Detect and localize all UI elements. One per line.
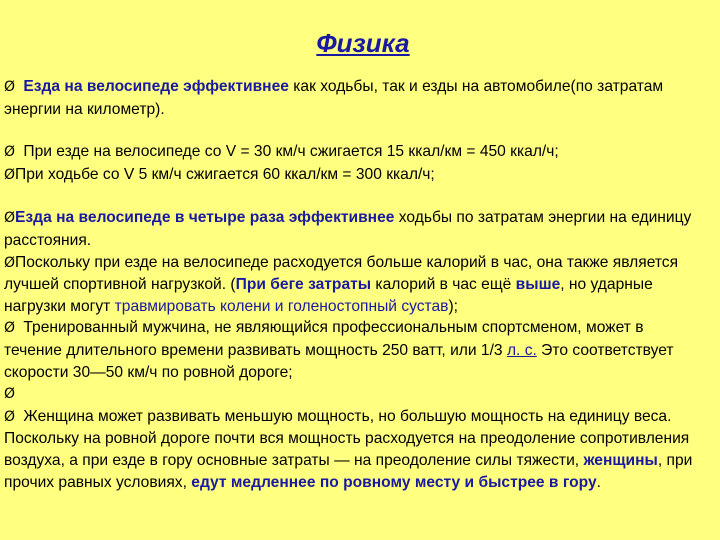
blue-text: травмировать колени и голеностопный сустав [114,297,449,315]
body-text: как ходьбы, так и езды на автомобиле(по затратам энергии на километр). [4,78,664,118]
arrow-bullet-icon: Ø [4,144,16,161]
arrow-bullet-icon: Ø [4,408,16,425]
paragraph-2 [4,141,704,164]
highlight-text: женщины [583,451,658,469]
highlight-text: При беге затраты [235,276,372,294]
body-text: При езде на велосипеде со V = 30 км/ч сжигается 15 ккал/км = 450 ккал/ч; [23,143,559,161]
highlight-text: едут медленнее по ровному месту и быстрее в гору [191,473,597,491]
paragraph-4 [4,207,704,251]
body-text: , при прочих равных условиях, [4,451,693,491]
paragraph-7-empty [4,383,704,406]
arrow-bullet-icon: Ø [4,386,16,403]
body-text: . [596,473,601,491]
body-text: , но ударные нагрузки могут [4,276,653,315]
arrow-bullet-icon: Ø [4,254,16,271]
highlight-text: выше [515,276,561,294]
paragraph-5 [4,252,704,318]
body-text: ходьбы по затратам энергии на единицу расстояния. [4,209,692,249]
hp-unit-link[interactable]: л. с. [506,341,537,359]
body-text: Это соответствует скорости 30—50 км/ч по ровной дороге; [4,341,674,381]
highlight-text: Езда на велосипеде эффективнее [23,78,289,95]
paragraph-6 [4,317,704,383]
highlight-text: Езда на велосипеде в четыре раза эффективнее [15,209,395,227]
arrow-bullet-icon: Ø [4,320,16,337]
body-text: ); [448,297,458,315]
arrow-bullet-icon: Ø [4,79,16,95]
arrow-bullet-icon: Ø [4,210,16,227]
slide-body [4,76,704,493]
body-text: При ходьбе со V 5 км/ч сжигается 60 ккал/км = 300 ккал/ч; [15,165,435,183]
paragraph-1 [4,76,704,120]
paragraph-8 [4,406,704,493]
arrow-bullet-icon: Ø [4,166,16,183]
paragraph-3 [4,164,704,187]
body-text: Тренированный мужчина, не являющийся профессиональным спортсменом, может в течение длительного времени развивать мощность 250 ватт, или 1/3 [4,319,644,359]
body-text: Поскольку при езде на велосипеде расходуется больше калорий в час, она также является лучшей спортивной нагрузкой. ( [4,253,679,294]
slide-title: Физика [316,28,410,58]
body-text: калорий в час ещё [371,276,516,294]
body-text: Женщина может развивать меньшую мощность, но большую мощность на единицу веса. Поскольку на ровной дороге почти вся мощность расходуется на преодоление сопротивления воздуха, а при езде в гору основные затраты — на преодоление силы тяжести, [4,407,690,469]
